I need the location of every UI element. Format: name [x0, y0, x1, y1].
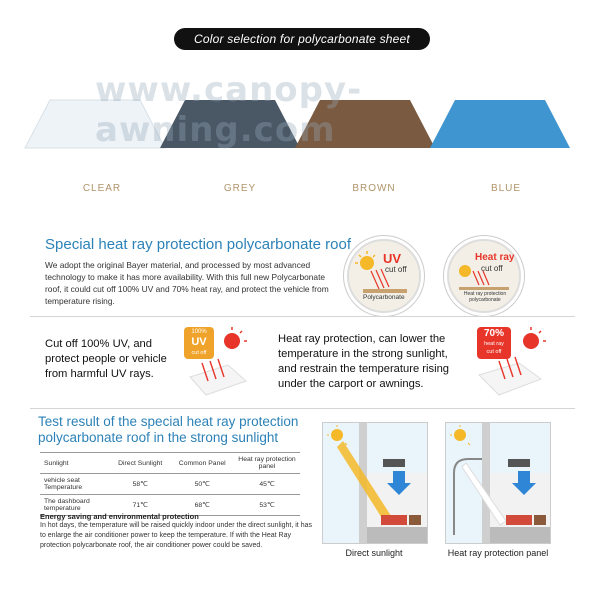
- special-body: We adopt the original Bayer material, and processed by most advanced technology to make it has more availability. With this full new Polycarbonate roof, it could cut off 100% UV and 70% heat ray, and protect the vehicle from temperature rising.: [45, 260, 329, 306]
- uv-icon-pct: 100%: [191, 329, 207, 335]
- caption-heat-ray-panel: Heat ray protection panel: [447, 548, 549, 558]
- energy-heading: Energy saving and environmental protection: [40, 512, 199, 521]
- sun-icon: [459, 265, 471, 277]
- uv-badge-base: Polycarbonate: [363, 294, 405, 301]
- table-header: Sunlight: [40, 453, 110, 474]
- sun-icon: [454, 429, 466, 441]
- swatch-label-clear: CLEAR: [82, 183, 122, 194]
- table-cell: The dashboard temperature: [40, 495, 110, 516]
- sun-icon: [523, 333, 539, 349]
- uv-cutoff-badge: [347, 239, 421, 313]
- divider: [30, 316, 575, 317]
- test-heading-line1: Test result of the special heat ray protection: [38, 414, 299, 429]
- sun-icon: [224, 333, 240, 349]
- page-title: Color selection for polycarbonate sheet: [174, 28, 430, 50]
- uv-badge-title: UV: [383, 251, 402, 266]
- direct-sunlight-scene: [322, 422, 428, 544]
- table-cell: 58℃: [110, 474, 170, 495]
- table-cell: vehicle seat Temperature: [40, 474, 110, 495]
- special-heading: Special heat ray protection polycarbonate roof: [45, 236, 352, 253]
- heat-badge-sub: cut off: [481, 264, 503, 273]
- uv-badge-sub: cut off: [385, 265, 407, 274]
- heat-badge-base: Heat ray protection polycarbonate: [463, 291, 507, 303]
- uv-feature-text: Cut off 100% UV, and protect people or vehicle from harmful UV rays.: [45, 338, 167, 380]
- table-header: Common Panel: [170, 453, 234, 474]
- table-cell: 71℃: [110, 495, 170, 516]
- table-header: Direct Sunlight: [110, 453, 170, 474]
- table-cell: 68℃: [170, 495, 234, 516]
- table-header-row: [40, 453, 300, 474]
- uv-icon-title: UV: [191, 336, 207, 348]
- swatch-label-brown: BROWN: [352, 183, 396, 194]
- heat-icon-sub: cut off: [486, 349, 502, 355]
- table-row: [40, 474, 300, 495]
- table-cell: 50℃: [170, 474, 234, 495]
- swatch-label-blue: BLUE: [490, 183, 522, 194]
- sun-icon: [331, 429, 343, 441]
- test-heading-line2: polycarbonate roof in the strong sunlight: [38, 430, 279, 445]
- sun-icon: [360, 256, 374, 270]
- divider: [30, 408, 575, 409]
- test-heading: [38, 414, 298, 446]
- uv-feature-icon: [180, 325, 250, 400]
- heat-icon-title: heat ray: [484, 341, 504, 347]
- energy-body: In hot days, the temperature will be raised quickly indoor under the direct sunlight, it has to enlarge the air conditioner power to keep the temperature. If with the Heat Ray protection polycarbonate roof, the air conditioner power could be saved.: [40, 522, 312, 549]
- heat-feature-icon: [473, 325, 548, 400]
- swatch-label-grey: GREY: [223, 183, 257, 194]
- heat-ray-badge: [447, 239, 521, 313]
- test-result-table: [40, 452, 300, 516]
- caption-direct-sunlight: Direct sunlight: [345, 548, 403, 558]
- heat-feature-text: Heat ray protection, can lower the temperature in the strong sunlight, and restrain the temperature rising under the carport or awnings.: [278, 333, 450, 390]
- uv-icon-sub: cut off: [191, 350, 207, 356]
- heat-ray-protection-scene: [445, 422, 551, 544]
- heat-badge-title: Heat ray: [475, 252, 515, 263]
- table-cell: 53℃: [234, 495, 300, 516]
- heat-icon-pct: 70%: [483, 328, 504, 339]
- watermark: www.canopy-awning.com: [95, 70, 363, 150]
- table-cell: 45℃: [234, 474, 300, 495]
- table-header: Heat ray protection panel: [234, 453, 300, 474]
